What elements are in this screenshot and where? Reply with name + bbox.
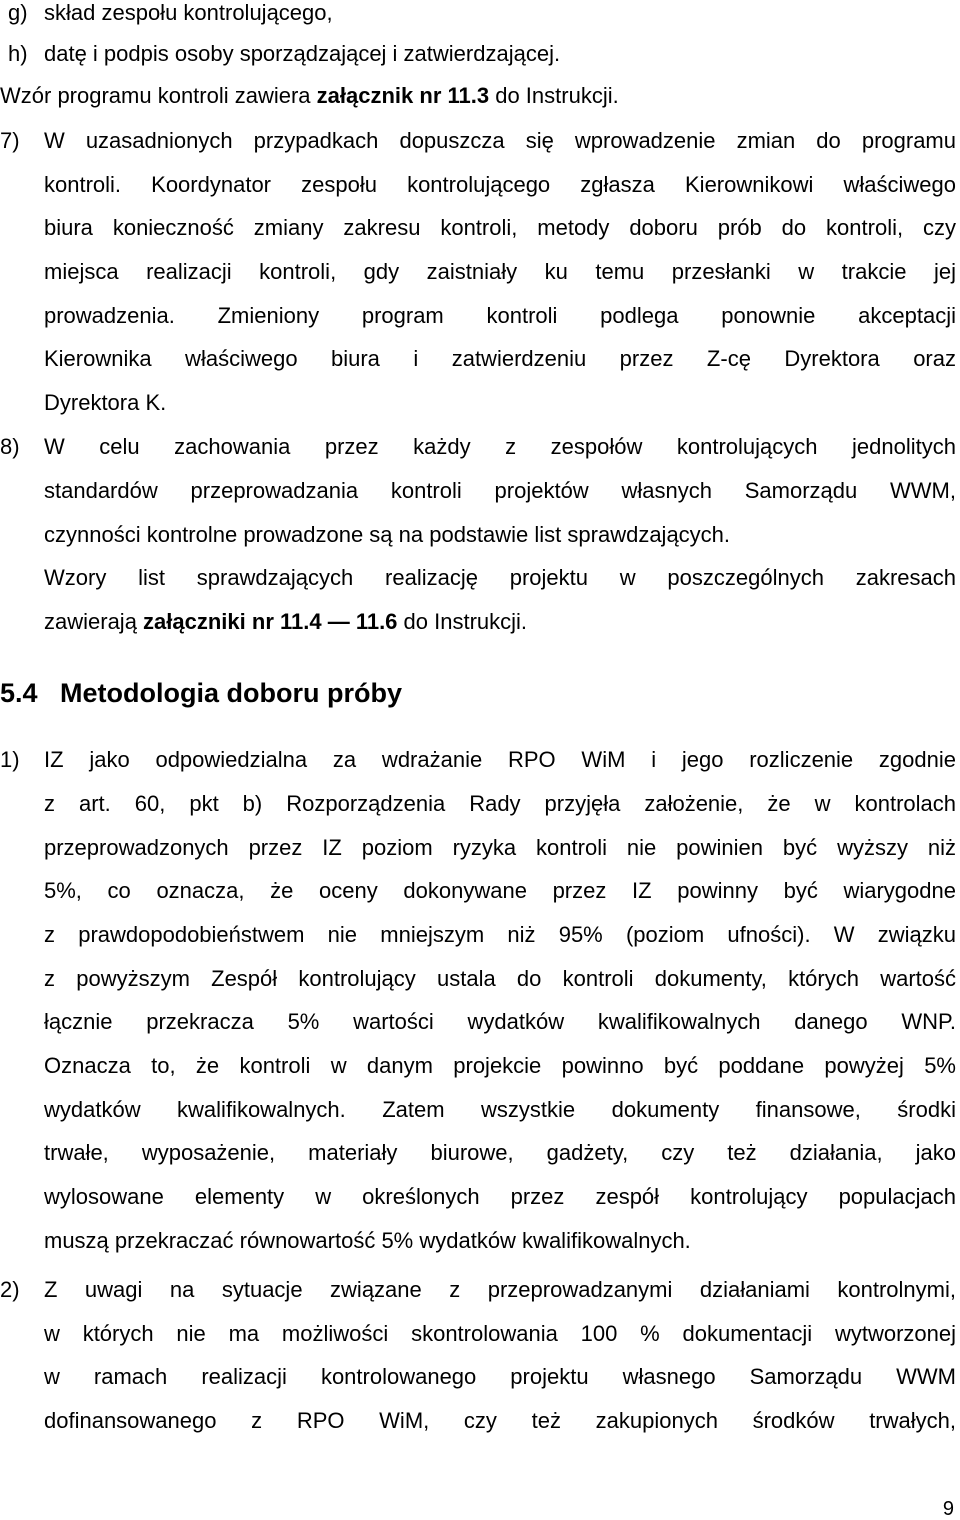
paragraph-line: Z uwagi na sytuacje związane z przeprowadzanymi działaniami kontrolnymi, xyxy=(44,1277,956,1302)
paragraph-line: czynności kontrolne prowadzone są na podstawie list sprawdzających. xyxy=(44,522,731,547)
paragraph-number: 2) xyxy=(0,1277,20,1302)
paragraph-line: Kierownika właściwego biura i zatwierdzeniu przez Z-cę Dyrektora oraz xyxy=(44,346,956,371)
paragraph-line: dofinansowanego z RPO WiM, czy też zakupionych środków trwałych, xyxy=(44,1408,956,1433)
paragraph-number: 7) xyxy=(0,128,20,153)
annex-reference: załącznik nr 11.3 xyxy=(316,83,490,108)
page-number: 9 xyxy=(942,1498,954,1520)
paragraph-line: Wzory list sprawdzających realizację projektu w poszczególnych zakresach xyxy=(44,565,956,590)
list-item-text: datę i podpis osoby sporządzającej i zatwierdzającej. xyxy=(44,41,561,66)
paragraph-line: W celu zachowania przez każdy z zespołów kontrolujących jednolitych xyxy=(44,434,956,459)
paragraph-line: kontroli. Koordynator zespołu kontrolującego zgłasza Kierownikowi właściwego xyxy=(44,172,956,197)
section-number: 5.4 xyxy=(0,678,38,708)
paragraph-line: Oznacza to, że kontroli w danym projekcie powinno być poddane powyżej 5% xyxy=(44,1053,956,1078)
paragraph-line: w których nie ma możliwości skontrolowania 100 % dokumentacji wytworzonej xyxy=(44,1321,956,1346)
paragraph-line: standardów przeprowadzania kontroli projektów własnych Samorządu WWM, xyxy=(44,478,956,503)
paragraph-line: z prawdopodobieństwem nie mniejszym niż 95% (poziom ufności). W związku xyxy=(44,922,956,947)
paragraph-line: z art. 60, pkt b) Rozporządzenia Rady przyjęła założenie, że w kontrolach xyxy=(44,791,956,816)
paragraph-line: prowadzenia. Zmieniony program kontroli podlega ponownie akceptacji xyxy=(44,303,956,328)
paragraph-line: wylosowane elementy w określonych przez zespół kontrolujący populacjach xyxy=(44,1184,956,1209)
paragraph-line: biura konieczność zmiany zakresu kontroli, metody doboru prób do kontroli, czy xyxy=(44,215,956,240)
section-heading xyxy=(0,677,402,709)
paragraph-number: 8) xyxy=(0,434,20,459)
template-note: Wzór programu kontroli zawiera załącznik nr 11.3 do Instrukcji. xyxy=(0,83,619,108)
paragraph-line: trwałe, wyposażenie, materiały biurowe, gadżety, czy też działania, jako xyxy=(44,1140,956,1165)
section-title: Metodologia doboru próby xyxy=(60,678,402,708)
paragraph-line: 5%, co oznacza, że oceny dokonywane przez IZ powinny być wiarygodne xyxy=(44,878,956,903)
list-item-text: skład zespołu kontrolującego, xyxy=(44,0,333,25)
paragraph-line: wydatków kwalifikowalnych. Zatem wszystkie dokumenty finansowe, środki xyxy=(44,1097,956,1122)
paragraph-line: przeprowadzonych przez IZ poziom ryzyka kontroli nie powinien być wyższy niż xyxy=(44,835,956,860)
paragraph-line: Dyrektora K. xyxy=(44,390,167,415)
list-marker: g) xyxy=(8,0,28,25)
paragraph-line: w ramach realizacji kontrolowanego projektu własnego Samorządu WWM xyxy=(44,1364,956,1389)
paragraph-line: zawierają załączniki nr 11.4 — 11.6 do Instrukcji. xyxy=(44,609,528,634)
paragraph-line: muszą przekraczać równowartość 5% wydatków kwalifikowalnych. xyxy=(44,1228,691,1253)
paragraph-line: W uzasadnionych przypadkach dopuszcza się wprowadzenie zmian do programu xyxy=(44,128,956,153)
paragraph-line: łącznie przekracza 5% wartości wydatków kwalifikowalnych danego WNP. xyxy=(44,1009,956,1034)
paragraph-line: miejsca realizacji kontroli, gdy zaistniały ku temu przesłanki w trakcie jej xyxy=(44,259,956,284)
paragraph-number: 1) xyxy=(0,747,20,772)
annex-reference: załączniki nr 11.4 — 11.6 xyxy=(143,609,398,634)
paragraph-line: z powyższym Zespół kontrolujący ustala do kontroli dokumenty, których wartość xyxy=(44,966,956,991)
paragraph-line: IZ jako odpowiedzialna za wdrażanie RPO WiM i jego rozliczenie zgodnie xyxy=(44,747,956,772)
list-marker: h) xyxy=(8,41,28,66)
